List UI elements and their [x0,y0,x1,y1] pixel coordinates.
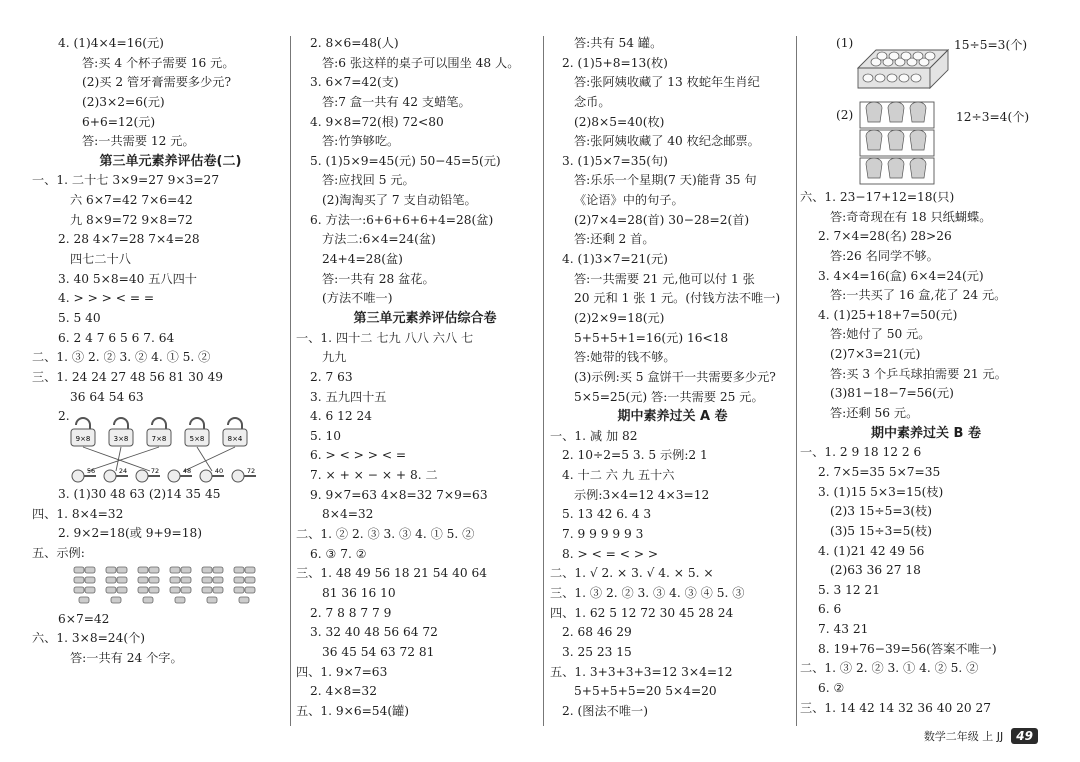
text-line: 答:她带的钱不够。 [574,350,676,365]
text-line: 8. > < = < > > [562,546,659,561]
text-line: 3. (1)15 5×3=15(枝) [818,484,944,499]
text-line: 答:买 3 个乒乓球拍需要 21 元。 [830,366,1007,381]
text-line: 方法二:6×4=24(盆) [322,232,436,247]
text-line: 36 45 54 63 72 81 [322,644,435,659]
text-line: (2)买 2 管牙膏需要多少元? [82,75,231,90]
text-line: 2. 7 8 8 7 7 9 [310,605,392,620]
key-icon [136,467,160,482]
text-line: 四七二十八 [70,252,131,267]
page-number: 49 [1011,728,1038,744]
text-line: 六、1. 23−17+12=18(只) [800,190,955,204]
lock-label: 3×8 [113,435,129,444]
grouped-objects-figure [72,564,272,608]
cupcake-image [858,100,938,186]
lock-icon [71,418,95,446]
text-line: 2. 68 46 29 [562,625,632,640]
text-line: 答:26 名同学不够。 [830,248,939,263]
text-line: (方法不唯一) [322,291,393,306]
text-line: 2. 8×6=48(人) [310,36,399,50]
lock-icon [109,418,133,446]
text-line: 六 6×7=42 7×6=42 [70,193,193,208]
text-line: 4. > > > < = = [58,291,155,306]
text-line: 5×5=25(元) 答:一共需要 25 元。 [574,389,764,404]
text-line: 《论语》中的句子。 [574,193,684,208]
text-line: (2)3×2=6(元) [82,94,165,109]
text-line: 2. 10÷2=5 3. 5 示例:2 1 [562,448,708,463]
object-group [74,567,95,603]
object-group [202,567,223,603]
text-line: 3. 32 40 48 56 64 72 [310,625,438,640]
egg-carton-figure [806,34,1046,96]
text-line: 4. (1)3×7=21(元) [562,252,668,267]
text-line: (2)8×5=40(枚) [574,114,665,129]
text-line: 答:奇奇现在有 18 只纸蝴蝶。 [830,209,992,224]
text-line: 4. 9×8=72(根) 72<80 [310,114,444,129]
text-line: 8×4=32 [322,507,374,522]
text-line: 4. (1)25+18+7=50(元) [818,307,958,322]
text-line: 6+6=12(元) [82,114,156,129]
text-line: 二、1. ③ 2. ② 3. ② 4. ① 5. ② [32,350,211,365]
key-label: 56 [86,467,96,476]
key-label: 24 [118,467,128,476]
column-2 [296,34,540,721]
text-line: 答:一共有 24 个字。 [70,651,183,666]
text-line: 六、1. 3×8=24(个) [32,631,146,646]
text-line: 答:竹笋够吃。 [322,134,400,149]
text-line: 7. 43 21 [818,622,869,637]
text-line: 2. 7 63 [310,369,353,384]
lock-icon [147,418,171,446]
column-4 [800,34,1046,718]
text-line: 答:还剩 2 首。 [574,232,655,247]
text-line: 九九 [322,350,347,365]
key-label: 40 [214,467,224,476]
text-line: 6. 2 4 7 6 5 6 7. 64 [58,330,175,345]
column-1 [32,34,283,669]
text-line: 5. (1)5×9=45(元) 50−45=5(元) [310,153,501,168]
text-line: 3. 6×7=42(支) [310,75,399,90]
text-line: 三、1. ③ 2. ② 3. ③ 4. ③ ④ 5. ③ [550,585,745,600]
text-line: 3. 五九四十五 [310,389,387,404]
object-group [234,567,255,603]
lock-label: 7×8 [151,435,167,444]
text-line: 二、1. ② 2. ③ 3. ③ 4. ① 5. ② [296,527,475,542]
lock-label: 5×8 [189,435,205,444]
text-line: 2. 28 4×7=28 7×4=28 [58,232,200,247]
text-line: 答:乐乐一个星期(7 天)能背 35 句 [574,173,757,188]
text-line: 3. (1)30 48 63 (2)14 35 45 [58,487,221,502]
text-line: 6. ② [818,681,845,696]
page-footer [924,728,1038,744]
text-line: 3. 25 23 15 [562,644,632,659]
lock-key-diagram [66,407,286,485]
text-line: (3)81−18−7=56(元) [830,386,954,401]
text-line: 5. 5 40 [58,310,101,325]
key-icon [232,467,256,482]
text-line: 念币。 [574,94,611,109]
text-line: 5. 3 12 21 [818,582,881,597]
object-group [170,567,191,603]
text-line: 2. 7×5=35 5×7=35 [818,464,941,479]
object-group [138,567,159,603]
text-line: (2)7×3=21(元) [830,347,921,362]
text-line: 示例:3×4=12 4×3=12 [574,487,710,502]
text-line: 6. > < > > < = [310,448,407,463]
text-line: 三、1. 48 49 56 18 21 54 40 64 [296,566,488,581]
text-line: 2. 7×4=28(名) 28>26 [818,229,952,244]
key-icon [72,467,96,482]
lock-key-figure [58,407,283,485]
key-icon [168,467,192,482]
text-line: 一、1. 二十七 3×9=27 9×3=27 [32,173,220,188]
text-line: 答:应找回 5 元。 [322,173,415,188]
text-line: 5+5+5+5=20 5×4=20 [574,684,717,699]
text-line: 4. (1)4×4=16(元) [58,36,164,50]
text-line: 3. (1)5×7=35(句) [562,153,668,168]
text-line: 四、1. 8×4=32 [32,506,124,521]
key-label: 48 [182,467,192,476]
text-line: 一、1. 2 9 18 12 2 6 [800,445,922,460]
cupcake-figure [806,96,1046,188]
text-line: (3)示例:买 5 盒饼干一共需要多少元? [574,369,776,384]
text-line: 20 元和 1 张 1 元。(付钱方法不唯一) [574,291,781,306]
text-line: 7. × + × − × + 8. 二 [310,468,438,483]
text-line: 24+4=28(盆) [322,252,403,267]
text-line: 36 64 54 63 [70,389,144,404]
text-line: 答:张阿姨收藏了 13 枚蛇年生肖纪 [574,75,760,90]
section-heading: 第三单元素养评估卷(二) [99,153,242,169]
text-line: 2. [58,409,70,424]
text-line: 一、1. 减 加 82 [550,428,638,443]
text-line: 12÷3=4(个) [956,110,1030,124]
text-line: 81 36 16 10 [322,585,396,600]
text-line: 三、1. 24 24 27 48 56 81 30 49 [32,369,224,384]
text-line: 5. 13 42 6. 4 3 [562,507,652,522]
text-line: 6. 6 [818,602,842,617]
text-line: 7. 9 9 9 9 9 3 [562,527,644,542]
text-line: 2. 9×2=18(或 9+9=18) [58,526,202,541]
text-line: 6. 方法一:6+6+6+6+4=28(盆) [310,212,494,227]
text-line: 6×7=42 [58,611,110,626]
book-label: 数学二年级 上 JJ [923,730,1004,743]
text-line: (2)2×9=18(元) [574,310,665,325]
lock-label: 8×4 [227,435,243,444]
section-heading: 期中素养过关 B 卷 [871,425,981,441]
text-line: 9. 9×7=63 4×8=32 7×9=63 [310,487,488,502]
text-line: (2)淘淘买了 7 支自动铅笔。 [322,193,477,208]
text-line: (2)7×4=28(首) 30−28=2(首) [574,212,750,227]
column-divider [543,36,544,726]
text-line: 2. (图法不唯一) [562,703,648,718]
text-line: 二、1. √ 2. × 3. √ 4. × 5. × [550,566,714,581]
text-line: 答:一共有 28 盆花。 [322,271,435,286]
text-line: 5+5+5+1=16(元) 16<18 [574,330,729,345]
text-line: 答:买 4 个杯子需要 16 元。 [82,55,235,70]
text-line: 答:一共需要 21 元,他可以付 1 张 [574,271,755,286]
text-line: 3. 4×4=16(盒) 6×4=24(元) [818,268,984,283]
text-line: 答:还剩 56 元。 [830,406,919,421]
section-heading: 期中素养过关 A 卷 [617,409,728,425]
key-label: 72 [150,467,160,476]
text-line: 答:7 盒一共有 42 支蜡笔。 [322,94,471,109]
text-line: 3. 40 5×8=40 五八四十 [58,271,197,286]
lock-label: 9×8 [75,435,91,444]
text-line: 2. 4×8=32 [310,684,377,699]
text-line: 答:她付了 50 元。 [830,327,931,342]
section-heading: 第三单元素养评估综合卷 [353,310,497,326]
text-line: 5. 10 [310,428,342,443]
text-line: 2. (1)5+8=13(枚) [562,55,668,70]
text-line: 五、1. 9×6=54(罐) [296,703,410,718]
text-line: 二、1. ③ 2. ② 3. ① 4. ② 5. ② [800,661,979,676]
text-line: (2) [836,108,854,122]
lock-icon [185,418,209,446]
text-line: (2)63 36 27 18 [830,563,921,578]
text-line: 答:一共需要 12 元。 [82,134,195,149]
text-line: 四、1. 9×7=63 [296,664,388,679]
text-line: 五、1. 3+3+3+3=12 3×4=12 [550,664,733,679]
text-line: 答:一共买了 16 盒,花了 24 元。 [830,288,1007,303]
egg-carton-image [856,46,952,102]
column-divider [796,36,797,726]
text-line: 4. 十二 六 九 五十六 [562,468,675,483]
key-icon [200,467,224,482]
text-line: 6. ③ 7. ② [310,546,367,561]
text-line: (3)5 15÷3=5(枝) [830,523,933,538]
text-line: (2)3 15÷5=3(枝) [830,504,933,519]
lock-icon [223,418,247,446]
text-line: (1) [836,36,854,50]
text-line: 一、1. 四十二 七九 八八 六八 七 [296,330,474,345]
text-line: 三、1. 14 42 14 32 36 40 20 27 [800,700,992,715]
text-line: 四、1. 62 5 12 72 30 45 28 24 [550,605,734,620]
text-line: 九 8×9=72 9×8=72 [70,212,193,227]
column-divider [290,36,291,726]
text-line: 答:6 张这样的桌子可以围坐 48 人。 [322,55,520,70]
column-3 [550,34,795,721]
sample-figure [58,564,283,610]
text-line: 4. (1)21 42 49 56 [818,543,925,558]
key-label: 72 [246,467,256,476]
text-line: 答:张阿姨收藏了 40 枚纪念邮票。 [574,134,760,149]
text-line: 答:共有 54 罐。 [574,36,663,50]
object-group [106,567,127,603]
text-line: 15÷5=3(个) [954,38,1028,52]
text-line: 4. 6 12 24 [310,409,373,424]
text-line: 8. 19+76−39=56(答案不唯一) [818,641,997,656]
text-line: 五、示例: [32,546,85,561]
